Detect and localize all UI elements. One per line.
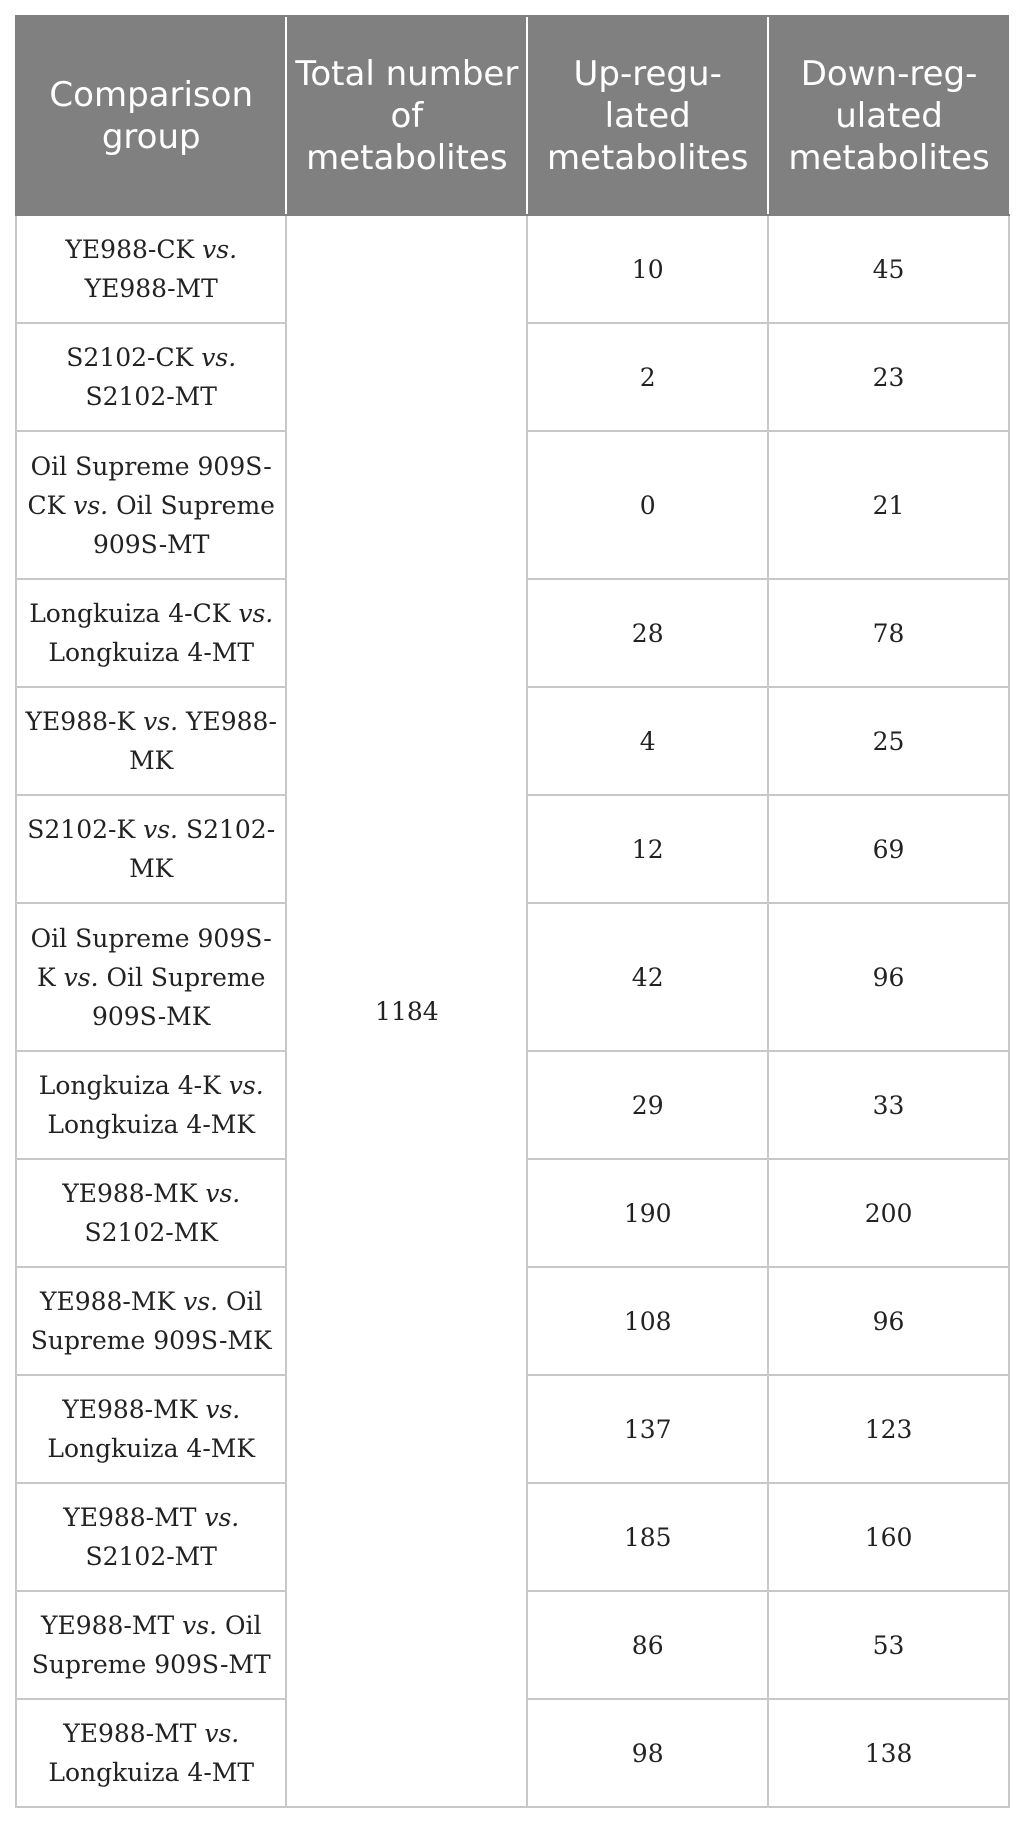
vs-label: vs.: [204, 1503, 240, 1532]
group-b: Oil Supreme 909S-MK: [30, 1287, 272, 1355]
up-regulated-cell: 4: [527, 687, 768, 795]
down-regulated-cell: 53: [768, 1591, 1009, 1699]
group-a: S2102-CK: [66, 343, 194, 372]
up-regulated-cell: 190: [527, 1159, 768, 1267]
up-regulated-cell: 86: [527, 1591, 768, 1699]
down-regulated-cell: 200: [768, 1159, 1009, 1267]
vs-label: vs.: [205, 1395, 241, 1424]
vs-label: vs.: [182, 1611, 218, 1640]
group-a: YE988-MT: [63, 1503, 197, 1532]
comparison-group-cell: [16, 1159, 286, 1267]
group-a: S2102-K: [27, 815, 136, 844]
up-regulated-cell: 12: [527, 795, 768, 903]
group-b: Longkuiza 4-MT: [48, 638, 255, 667]
vs-label: vs.: [143, 707, 179, 736]
table-row: [16, 215, 1009, 323]
vs-label: vs.: [143, 815, 178, 844]
group-a: YE988-K: [25, 707, 136, 736]
group-b: S2102-MK: [129, 815, 276, 883]
vs-label: vs.: [73, 490, 109, 520]
group-b: Longkuiza 4-MT: [48, 1758, 255, 1787]
comparison-group-cell: [16, 1591, 286, 1699]
comparison-group-cell: [16, 1483, 286, 1591]
up-regulated-cell: 28: [527, 579, 768, 687]
header-total-number-text: Total number of metabolites: [295, 53, 519, 178]
group-b: YE988-MT: [84, 274, 218, 303]
group-b: Longkuiza 4-MK: [47, 1110, 256, 1139]
down-regulated-cell: 45: [768, 215, 1009, 323]
comparison-group-cell: [16, 1267, 286, 1375]
header-down-regulated: [768, 16, 1009, 215]
comparison-group-cell: [16, 795, 286, 903]
group-a: YE988-MT: [63, 1719, 197, 1748]
header-row: [16, 16, 1009, 215]
group-a: Longkuiza 4-CK: [29, 599, 231, 628]
comparison-group-cell: [16, 1051, 286, 1159]
group-b: YE988-MK: [129, 707, 277, 775]
table-body: [16, 215, 1009, 1807]
down-regulated-cell: 123: [768, 1375, 1009, 1483]
group-a: YE988-MK: [62, 1395, 198, 1424]
up-regulated-cell: 2: [527, 323, 768, 431]
group-a: YE988-CK: [65, 235, 195, 264]
down-regulated-cell: 21: [768, 431, 1009, 579]
down-regulated-cell: 138: [768, 1699, 1009, 1807]
comparison-group-cell: [16, 323, 286, 431]
up-regulated-cell: 185: [527, 1483, 768, 1591]
down-regulated-cell: 25: [768, 687, 1009, 795]
up-regulated-cell: 137: [527, 1375, 768, 1483]
header-comparison-group-text: Comparison group: [49, 74, 253, 157]
up-regulated-cell: 108: [527, 1267, 768, 1375]
down-regulated-cell: 33: [768, 1051, 1009, 1159]
comparison-group-cell: [16, 215, 286, 323]
comparison-group-cell: [16, 1699, 286, 1807]
group-a: YE988-MK: [39, 1287, 176, 1316]
vs-label: vs.: [205, 1179, 241, 1208]
up-regulated-cell: 42: [527, 903, 768, 1051]
vs-label: vs.: [202, 235, 238, 264]
header-total-number: [286, 16, 527, 215]
group-a: Oil Supreme 909S-K: [30, 923, 272, 992]
down-regulated-cell: 23: [768, 323, 1009, 431]
vs-label: vs.: [183, 1287, 219, 1316]
header-up-regulated: [527, 16, 768, 215]
header-up-regulated-text: Up-regu-lated metabolites: [546, 53, 749, 178]
group-b: Oil Supreme 909S-MT: [92, 490, 275, 559]
down-regulated-cell: 69: [768, 795, 1009, 903]
group-b: S2102-MT: [85, 382, 217, 411]
down-regulated-cell: 96: [768, 1267, 1009, 1375]
vs-label: vs.: [238, 599, 274, 628]
group-a: Longkuiza 4-K: [38, 1071, 221, 1100]
header-comparison-group: [16, 16, 286, 215]
up-regulated-cell: 29: [527, 1051, 768, 1159]
total-metabolites-cell: 1184: [286, 215, 527, 1807]
group-b: S2102-MK: [84, 1218, 218, 1247]
header-down-regulated-text: Down-reg-ulated metabolites: [788, 53, 990, 178]
comparison-group-cell: [16, 687, 286, 795]
comparison-group-cell: [16, 579, 286, 687]
group-a: Oil Supreme 909S-CK: [27, 451, 272, 520]
vs-label: vs.: [204, 1719, 240, 1748]
group-b: Oil Supreme 909S-MK: [91, 962, 266, 1031]
up-regulated-cell: 0: [527, 431, 768, 579]
up-regulated-cell: 10: [527, 215, 768, 323]
group-a: YE988-MK: [62, 1179, 198, 1208]
vs-label: vs.: [228, 1071, 264, 1100]
group-b: S2102-MT: [85, 1542, 217, 1571]
group-b: Oil Supreme 909S-MT: [31, 1611, 271, 1679]
comparison-group-cell: [16, 903, 286, 1051]
down-regulated-cell: 96: [768, 903, 1009, 1051]
down-regulated-cell: 78: [768, 579, 1009, 687]
down-regulated-cell: 160: [768, 1483, 1009, 1591]
comparison-group-cell: [16, 1375, 286, 1483]
metabolites-table: [15, 15, 1010, 1808]
vs-label: vs.: [201, 343, 237, 372]
group-a: YE988-MT: [40, 1611, 175, 1640]
group-b: Longkuiza 4-MK: [47, 1434, 256, 1463]
vs-label: vs.: [63, 962, 99, 992]
up-regulated-cell: 98: [527, 1699, 768, 1807]
comparison-group-cell: [16, 431, 286, 579]
